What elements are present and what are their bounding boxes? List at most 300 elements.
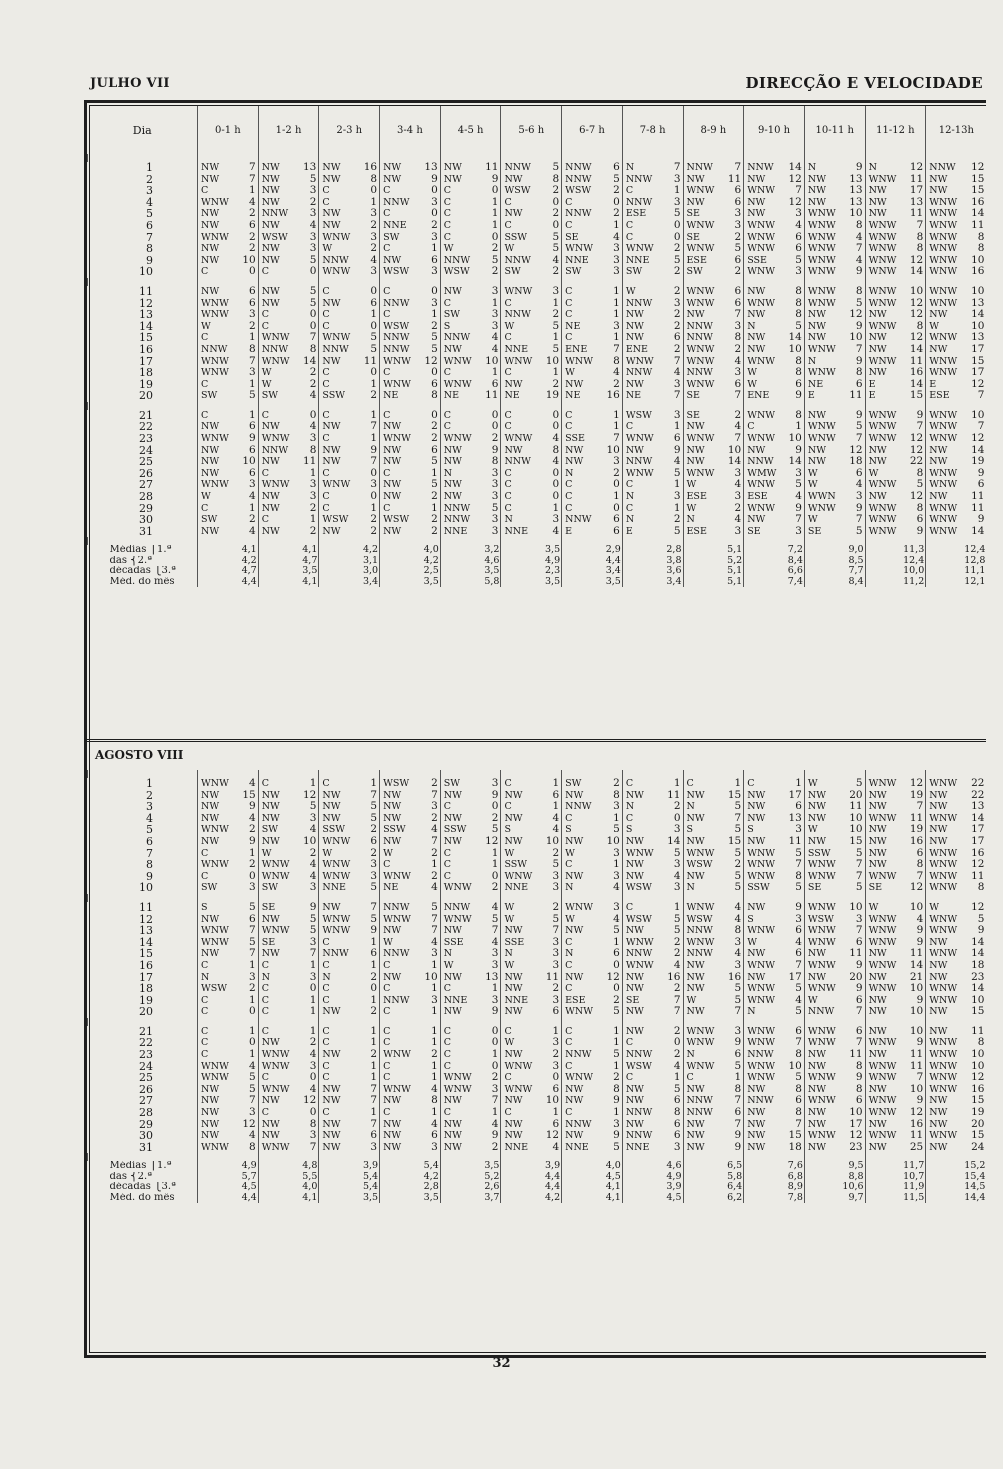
wind-speed: 11 bbox=[971, 1025, 985, 1037]
table-row bbox=[88, 321, 987, 333]
wind-speed: 9 bbox=[855, 409, 863, 421]
wind-direction: WNW bbox=[868, 812, 897, 824]
wind-direction: NNW bbox=[383, 994, 410, 1006]
wind-speed: 1 bbox=[613, 936, 620, 948]
wind-cell bbox=[926, 995, 987, 1007]
wind-direction: WNW bbox=[443, 433, 472, 445]
wind-direction: NW bbox=[747, 835, 766, 847]
spacer-cell bbox=[319, 278, 380, 286]
wind-cell bbox=[804, 185, 865, 197]
wind-direction: NW bbox=[686, 444, 705, 456]
wind-direction: WNW bbox=[868, 266, 897, 278]
wind-direction: NW bbox=[868, 824, 887, 836]
mean-value: 6,5 bbox=[683, 1161, 744, 1172]
wind-cell bbox=[380, 813, 441, 825]
wind-cell bbox=[501, 801, 562, 813]
table-row bbox=[88, 220, 987, 232]
mean-value: 7,8 bbox=[744, 1193, 805, 1204]
wind-speed: 6 bbox=[734, 297, 742, 309]
wind-cell bbox=[804, 1072, 865, 1084]
wind-cell bbox=[865, 410, 926, 422]
wind-cell bbox=[440, 232, 501, 244]
wind-speed: 5 bbox=[734, 870, 742, 882]
wind-speed: 16 bbox=[971, 1083, 985, 1095]
wind-direction: NW bbox=[929, 456, 948, 468]
wind-cell bbox=[622, 1095, 683, 1107]
wind-speed: 7 bbox=[370, 1095, 378, 1107]
wind-speed: 8 bbox=[309, 343, 317, 355]
wind-direction: WNW bbox=[383, 870, 411, 882]
wind-speed: 20 bbox=[849, 789, 863, 801]
wind-direction: WSW bbox=[383, 266, 410, 278]
wind-cell bbox=[319, 937, 380, 949]
wind-speed: 7 bbox=[734, 309, 742, 321]
day-number: 1 bbox=[146, 162, 153, 174]
wind-speed: 2 bbox=[431, 778, 438, 789]
wind-direction: SW bbox=[383, 231, 400, 243]
wind-direction: C bbox=[261, 959, 269, 971]
spacer-cell bbox=[744, 402, 805, 410]
wind-direction: NE bbox=[443, 390, 459, 402]
wind-speed: 9 bbox=[249, 835, 256, 847]
wind-direction: NW bbox=[625, 444, 644, 456]
wind-cell bbox=[501, 960, 562, 972]
wind-direction: WSW bbox=[807, 913, 834, 925]
wind-cell bbox=[440, 220, 501, 232]
wind-speed: 10 bbox=[849, 812, 863, 824]
wind-direction: NW bbox=[929, 1107, 948, 1119]
table-row bbox=[88, 1026, 987, 1038]
wind-speed: 2 bbox=[673, 948, 681, 960]
wind-cell bbox=[380, 266, 441, 278]
wind-cell bbox=[319, 356, 380, 368]
wind-cell bbox=[562, 286, 623, 298]
wind-direction: NNW bbox=[565, 173, 592, 185]
wind-speed: 15 bbox=[849, 835, 863, 847]
wind-direction: NW bbox=[625, 1006, 644, 1018]
wind-cell bbox=[380, 356, 441, 368]
wind-direction: NW bbox=[201, 835, 220, 847]
spacer-row bbox=[88, 154, 987, 162]
wind-cell bbox=[744, 859, 805, 871]
wind-direction: NW bbox=[807, 332, 826, 344]
wind-direction: C bbox=[322, 778, 330, 789]
wind-direction: ESE bbox=[625, 208, 647, 220]
wind-speed: 2 bbox=[734, 231, 742, 243]
wind-speed: 4 bbox=[491, 1118, 499, 1130]
wind-direction: WNW bbox=[929, 1130, 958, 1142]
wind-cell bbox=[744, 790, 805, 802]
wind-speed: 9 bbox=[795, 502, 802, 514]
wind-cell bbox=[744, 421, 805, 433]
wind-speed: 10 bbox=[242, 456, 256, 468]
wind-direction: NW bbox=[686, 971, 705, 983]
wind-cell bbox=[380, 1049, 441, 1061]
wind-direction: NW bbox=[201, 789, 220, 801]
wind-cell bbox=[926, 914, 987, 926]
wind-cell bbox=[380, 948, 441, 960]
wind-direction: C bbox=[504, 801, 512, 813]
wind-speed: 3 bbox=[309, 1060, 317, 1072]
wind-cell bbox=[258, 514, 319, 526]
mean-row bbox=[88, 577, 987, 588]
wind-direction: C bbox=[625, 502, 634, 514]
wind-speed: 6 bbox=[795, 243, 802, 255]
spacer-cell bbox=[744, 1018, 805, 1026]
day-number: 3 bbox=[146, 185, 153, 197]
wind-cell bbox=[804, 972, 865, 984]
wind-cell bbox=[440, 1119, 501, 1131]
wind-direction: SE bbox=[261, 901, 276, 913]
wind-cell bbox=[440, 491, 501, 503]
wind-direction: SE bbox=[747, 525, 761, 537]
wind-cell bbox=[501, 379, 562, 391]
wind-direction: C bbox=[383, 467, 391, 479]
wind-direction: C bbox=[504, 367, 512, 379]
wind-direction: NW bbox=[261, 196, 280, 208]
wind-speed: 14 bbox=[909, 378, 924, 390]
wind-cell bbox=[683, 902, 744, 914]
wind-cell bbox=[198, 379, 259, 391]
wind-direction: NNE bbox=[443, 525, 468, 537]
wind-direction: NW bbox=[807, 320, 826, 332]
wind-speed: 2 bbox=[734, 266, 742, 278]
wind-cell bbox=[198, 390, 259, 402]
wind-direction: NNW bbox=[686, 162, 713, 173]
wind-direction: NW bbox=[686, 835, 705, 847]
wind-direction: NW bbox=[929, 1141, 948, 1153]
wind-speed: 2 bbox=[491, 433, 499, 445]
wind-cell bbox=[926, 243, 987, 255]
mean-value: 4,4 bbox=[198, 577, 259, 588]
wind-direction: C bbox=[261, 1107, 269, 1119]
wind-speed: 10 bbox=[788, 1060, 802, 1072]
spacer-cell bbox=[501, 1153, 562, 1161]
day-number: 14 bbox=[139, 320, 153, 333]
wind-direction: WNW bbox=[929, 266, 958, 278]
wind-direction: C bbox=[322, 1060, 330, 1072]
wind-direction: NW bbox=[747, 173, 766, 185]
wind-speed: 5 bbox=[491, 913, 499, 925]
wind-speed: 5 bbox=[431, 343, 438, 355]
wind-direction: NW bbox=[201, 243, 220, 255]
wind-direction: S bbox=[686, 824, 694, 836]
wind-cell bbox=[319, 298, 380, 310]
wind-speed: 8 bbox=[795, 309, 802, 321]
wind-speed: 1 bbox=[491, 1107, 499, 1119]
mean-value: 11,1 bbox=[926, 566, 987, 577]
wind-direction: C bbox=[443, 196, 452, 208]
wind-speed: 4 bbox=[552, 433, 560, 445]
wind-speed: 2 bbox=[613, 1072, 620, 1084]
wind-speed: 3 bbox=[734, 491, 742, 503]
wind-speed: 2 bbox=[431, 219, 438, 231]
wind-direction: WWN bbox=[807, 491, 836, 503]
wind-speed: 1 bbox=[613, 285, 620, 297]
wind-speed: 10 bbox=[545, 1095, 560, 1107]
wind-cell bbox=[683, 356, 744, 368]
wind-speed: 4 bbox=[249, 778, 256, 789]
wind-direction: NNE bbox=[504, 882, 528, 894]
mean-value: 11,7 bbox=[865, 1161, 926, 1172]
wind-direction: W bbox=[322, 847, 333, 859]
wind-direction: N bbox=[201, 971, 210, 983]
month-label: JULHO VII bbox=[90, 76, 170, 91]
wind-speed: 1 bbox=[613, 219, 620, 231]
wind-cell bbox=[622, 995, 683, 1007]
mean-value: 4,2 bbox=[319, 545, 380, 556]
wind-cell bbox=[258, 197, 319, 209]
wind-cell bbox=[926, 526, 987, 538]
wind-speed: 5 bbox=[370, 812, 378, 824]
wind-direction: WNW bbox=[383, 433, 411, 445]
wind-cell bbox=[380, 972, 441, 984]
wind-speed: 1 bbox=[613, 1107, 620, 1119]
spacer-cell bbox=[380, 154, 441, 162]
wind-speed: 1 bbox=[431, 1006, 438, 1018]
wind-speed: 5 bbox=[370, 343, 378, 355]
wind-speed: 4 bbox=[309, 390, 317, 402]
spacer-cell bbox=[440, 894, 501, 902]
page-header bbox=[90, 76, 983, 92]
wind-speed: 2 bbox=[370, 514, 378, 526]
wind-cell bbox=[440, 503, 501, 515]
spacer-cell bbox=[319, 894, 380, 902]
wind-cell bbox=[319, 790, 380, 802]
wind-cell bbox=[319, 220, 380, 232]
wind-direction: NW bbox=[443, 812, 462, 824]
wind-speed: 2 bbox=[552, 266, 560, 278]
wind-speed: 5 bbox=[795, 847, 802, 859]
wind-cell bbox=[804, 332, 865, 344]
wind-speed: 9 bbox=[916, 925, 924, 937]
wind-direction: WSW bbox=[383, 514, 410, 526]
wind-speed: 3 bbox=[431, 994, 438, 1006]
wind-speed: 5 bbox=[734, 801, 742, 813]
wind-cell bbox=[622, 836, 683, 848]
wind-speed: 7 bbox=[916, 1072, 924, 1084]
wind-cell bbox=[319, 185, 380, 197]
wind-speed: 3 bbox=[491, 1083, 499, 1095]
wind-speed: 5 bbox=[613, 824, 620, 836]
wind-cell bbox=[683, 871, 744, 883]
wind-direction: C bbox=[443, 1025, 452, 1037]
spacer-cell bbox=[622, 1153, 683, 1161]
wind-cell bbox=[804, 1084, 865, 1096]
wind-cell bbox=[501, 1026, 562, 1038]
wind-speed: 10 bbox=[849, 332, 863, 344]
wind-cell bbox=[683, 197, 744, 209]
wind-direction: NW bbox=[868, 1006, 887, 1018]
wind-cell bbox=[258, 1049, 319, 1061]
wind-speed: 6 bbox=[855, 994, 863, 1006]
wind-speed: 3 bbox=[795, 525, 802, 537]
wind-cell bbox=[319, 1026, 380, 1038]
wind-speed: 14 bbox=[909, 959, 924, 971]
wind-direction: NW bbox=[686, 1006, 705, 1018]
wind-speed: 7 bbox=[552, 925, 560, 937]
wind-speed: 14 bbox=[303, 355, 317, 367]
spacer-cell bbox=[258, 537, 319, 545]
wind-cell bbox=[440, 266, 501, 278]
wind-cell bbox=[622, 914, 683, 926]
wind-cell bbox=[440, 859, 501, 871]
wind-cell bbox=[865, 433, 926, 445]
wind-direction: C bbox=[565, 812, 573, 824]
wind-speed: 7 bbox=[855, 925, 863, 937]
wind-direction: WNW bbox=[261, 1060, 290, 1072]
wind-direction: WNW bbox=[807, 1037, 836, 1049]
wind-direction: C bbox=[504, 479, 512, 491]
wind-cell bbox=[319, 914, 380, 926]
spacer-cell bbox=[683, 1018, 744, 1026]
wind-direction: NW bbox=[443, 1118, 462, 1130]
wind-speed: 8 bbox=[916, 859, 924, 871]
wind-speed: 17 bbox=[971, 835, 985, 847]
day-number: 31 bbox=[139, 525, 153, 538]
wind-speed: 7 bbox=[855, 433, 863, 445]
wind-cell bbox=[258, 479, 319, 491]
wind-direction: WNW bbox=[929, 208, 958, 220]
wind-cell bbox=[865, 948, 926, 960]
wind-direction: C bbox=[201, 1006, 209, 1018]
wind-direction: WNW bbox=[868, 778, 897, 789]
day-number: 6 bbox=[146, 835, 153, 848]
mean-label: Méd. do mês bbox=[109, 1192, 175, 1203]
wind-direction: W bbox=[625, 285, 636, 297]
wind-speed: 4 bbox=[613, 367, 620, 379]
wind-cell bbox=[683, 778, 744, 790]
wind-cell bbox=[258, 410, 319, 422]
wind-speed: 2 bbox=[673, 309, 681, 321]
wind-direction: SE bbox=[807, 525, 822, 537]
wind-cell bbox=[744, 332, 805, 344]
wind-cell bbox=[198, 1095, 259, 1107]
wind-cell bbox=[440, 1037, 501, 1049]
wind-cell bbox=[683, 433, 744, 445]
mean-value: 4,5 bbox=[198, 1182, 259, 1193]
wind-speed: 5 bbox=[855, 525, 863, 537]
wind-speed: 3 bbox=[855, 491, 863, 503]
wind-cell bbox=[926, 925, 987, 937]
wind-cell bbox=[622, 491, 683, 503]
wind-direction: C bbox=[625, 231, 634, 243]
wind-direction: ESE bbox=[686, 491, 707, 503]
wind-direction: NW bbox=[383, 1141, 402, 1153]
wind-cell bbox=[926, 1095, 987, 1107]
wind-speed: 16 bbox=[606, 390, 620, 402]
wind-cell bbox=[380, 468, 441, 480]
wind-speed: 14 bbox=[667, 835, 681, 847]
wind-speed: 17 bbox=[971, 343, 985, 355]
wind-direction: NW bbox=[383, 1130, 402, 1142]
wind-direction: C bbox=[383, 959, 391, 971]
wind-speed: 1 bbox=[309, 514, 317, 526]
wind-direction: C bbox=[383, 1037, 391, 1049]
mean-value: 3,7 bbox=[440, 1193, 501, 1204]
wind-speed: 11 bbox=[909, 1060, 924, 1072]
august-title: AGOSTO VIII bbox=[95, 748, 184, 762]
wind-direction: WNW bbox=[929, 243, 958, 255]
wind-cell bbox=[380, 1130, 441, 1142]
wind-speed: 2 bbox=[673, 936, 681, 948]
wind-speed: 0 bbox=[431, 208, 438, 220]
august-table bbox=[87, 770, 986, 1203]
wind-speed: 3 bbox=[491, 285, 499, 297]
wind-cell bbox=[440, 960, 501, 972]
spacer-cell bbox=[440, 537, 501, 545]
wind-cell bbox=[319, 972, 380, 984]
wind-direction: NW bbox=[383, 421, 402, 433]
mean-value: 4,2 bbox=[198, 556, 259, 567]
mean-value: 8,8 bbox=[804, 1172, 865, 1183]
wind-speed: 11 bbox=[909, 173, 924, 185]
wind-cell bbox=[865, 367, 926, 379]
wind-direction: WNW bbox=[807, 901, 836, 913]
day-number: 28 bbox=[139, 491, 153, 503]
wind-direction: NNW bbox=[565, 514, 592, 526]
mean-value: 10,7 bbox=[865, 1172, 926, 1183]
spacer-cell bbox=[258, 278, 319, 286]
wind-speed: 8 bbox=[734, 332, 742, 344]
wind-cell bbox=[258, 1072, 319, 1084]
wind-cell bbox=[258, 255, 319, 267]
wind-cell bbox=[622, 1142, 683, 1154]
mean-value: 5,2 bbox=[440, 1172, 501, 1183]
wind-direction: NW bbox=[261, 1130, 280, 1142]
wind-direction: C bbox=[443, 219, 452, 231]
wind-cell bbox=[683, 514, 744, 526]
mean-value: 4,4 bbox=[501, 1172, 562, 1183]
mean-value: 4,8 bbox=[258, 1161, 319, 1172]
wind-direction: WNW bbox=[929, 502, 958, 514]
spacer-cell bbox=[622, 894, 683, 902]
wind-speed: 3 bbox=[552, 514, 560, 526]
wind-cell bbox=[683, 445, 744, 457]
wind-speed: 5 bbox=[673, 525, 681, 537]
wind-speed: 0 bbox=[249, 870, 256, 882]
wind-direction: NW bbox=[261, 456, 280, 468]
wind-direction: C bbox=[443, 847, 452, 859]
wind-speed: 5 bbox=[673, 925, 681, 937]
wind-cell bbox=[622, 1006, 683, 1018]
wind-speed: 6 bbox=[734, 1107, 742, 1119]
wind-cell bbox=[804, 445, 865, 457]
wind-cell bbox=[926, 1061, 987, 1073]
wind-direction: NW bbox=[261, 297, 280, 309]
wind-speed: 1 bbox=[613, 297, 620, 309]
wind-speed: 0 bbox=[491, 1025, 499, 1037]
wind-speed: 2 bbox=[552, 983, 560, 995]
wind-cell bbox=[804, 286, 865, 298]
wind-speed: 2 bbox=[552, 208, 560, 220]
wind-speed: 0 bbox=[552, 196, 560, 208]
wind-cell bbox=[198, 162, 259, 174]
wind-direction: NW bbox=[686, 812, 705, 824]
wind-speed: 0 bbox=[370, 185, 378, 197]
wind-direction: WNW bbox=[201, 1072, 229, 1084]
wind-cell bbox=[804, 255, 865, 267]
wind-direction: NNW bbox=[929, 162, 956, 173]
wind-direction: C bbox=[383, 409, 391, 421]
wind-cell bbox=[683, 174, 744, 186]
wind-cell bbox=[562, 1072, 623, 1084]
wind-direction: WNW bbox=[201, 433, 229, 445]
wind-cell bbox=[198, 902, 259, 914]
wind-direction: N bbox=[565, 948, 574, 960]
wind-speed: 9 bbox=[855, 266, 863, 278]
wind-speed: 2 bbox=[370, 1049, 378, 1061]
